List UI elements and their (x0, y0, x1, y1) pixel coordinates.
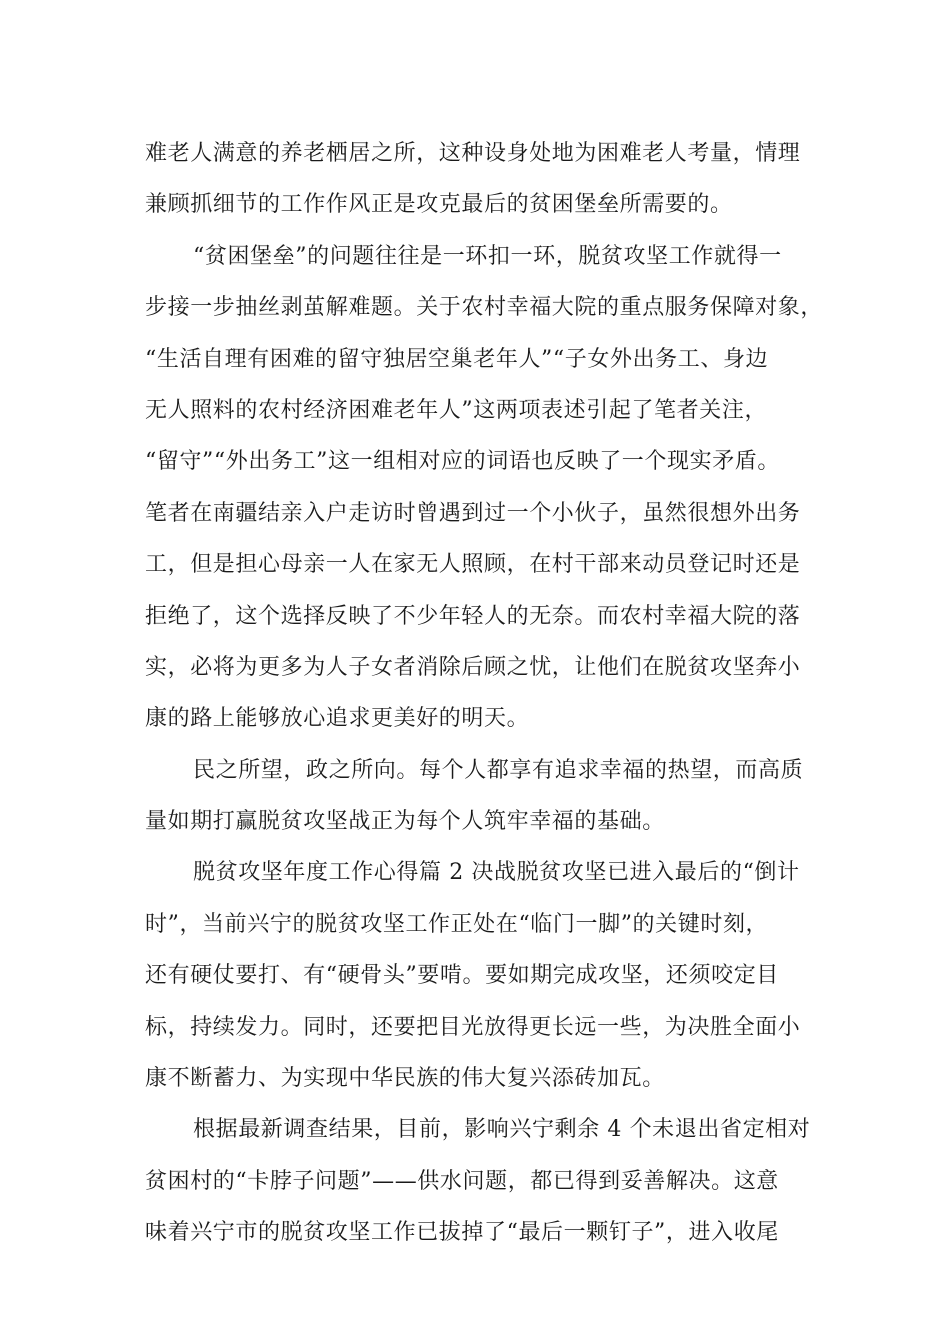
text-line: 康不断蓄力、为实现中华民族的伟大复兴添砖加瓦。 (145, 1066, 665, 1092)
text-line: 还有硬仗要打、有“硬骨头”要啃。要如期完成攻坚，还须咬定目 (145, 963, 779, 989)
text-line: 拒绝了，这个选择反映了不少年轻人的无奈。而农村幸福大院的落 (145, 603, 801, 629)
text-line: “生活自理有困难的留守独居空巢老年人”“子女外出务工、身边 (145, 346, 769, 372)
text-line: 贫困村的“卡脖子问题”——供水问题，都已得到妥善解决。这意 (145, 1168, 779, 1194)
text-line: 无人照料的农村经济困难老年人”这两项表述引起了笔者关注， (145, 397, 768, 423)
text-line: 难老人满意的养老栖居之所，这种设身处地为困难老人考量，情理 (145, 141, 801, 166)
text-line: 时”，当前兴宁的脱贫攻坚工作正处在“临门一脚”的关键时刻， (145, 911, 769, 937)
text-line: 笔者在南疆结亲入户走访时曾遇到过一个小伙子，虽然很想外出务 (145, 500, 801, 526)
text-line: 量如期打赢脱贫攻坚战正为每个人筑牢幸福的基础。 (145, 809, 665, 835)
paragraph-start-line: 民之所望，政之所向。每个人都享有追求幸福的热望，而高质 (193, 757, 804, 783)
text-line: 实，必将为更多为人子女者消除后顾之忧，让他们在脱贫攻坚奔小 (145, 654, 801, 680)
paragraph-start-line: “贫困堡垒”的问题往往是一环扣一环，脱贫攻坚工作就得一 (193, 243, 782, 269)
text-line: 味着兴宁市的脱贫攻坚工作已拔掉了“最后一颗钉子”，进入收尾 (145, 1220, 779, 1246)
text-line: 工，但是担心母亲一人在家无人照顾，在村干部来动员登记时还是 (145, 552, 801, 578)
paragraph-start-line: 脱贫攻坚年度工作心得篇 2 决战脱贫攻坚已进入最后的“倒计 (193, 860, 800, 886)
text-line: 兼顾抓细节的工作作风正是攻克最后的贫困堡垒所需要的。 (145, 192, 733, 218)
text-line: “留守”“外出务工”这一组相对应的词语也反映了一个现实矛盾。 (145, 449, 780, 475)
text-line: 康的路上能够放心追求更美好的明天。 (145, 706, 530, 732)
document-body (145, 128, 825, 1259)
text-line: 步接一步抽丝剥茧解难题。关于农村幸福大院的重点服务保障对象， (145, 295, 824, 321)
paragraph-start-line: 根据最新调查结果，目前，影响兴宁剩余 4 个未退出省定相对 (193, 1117, 811, 1143)
text-line: 标，持续发力。同时，还要把目光放得更长远一些，为决胜全面小 (145, 1014, 801, 1040)
